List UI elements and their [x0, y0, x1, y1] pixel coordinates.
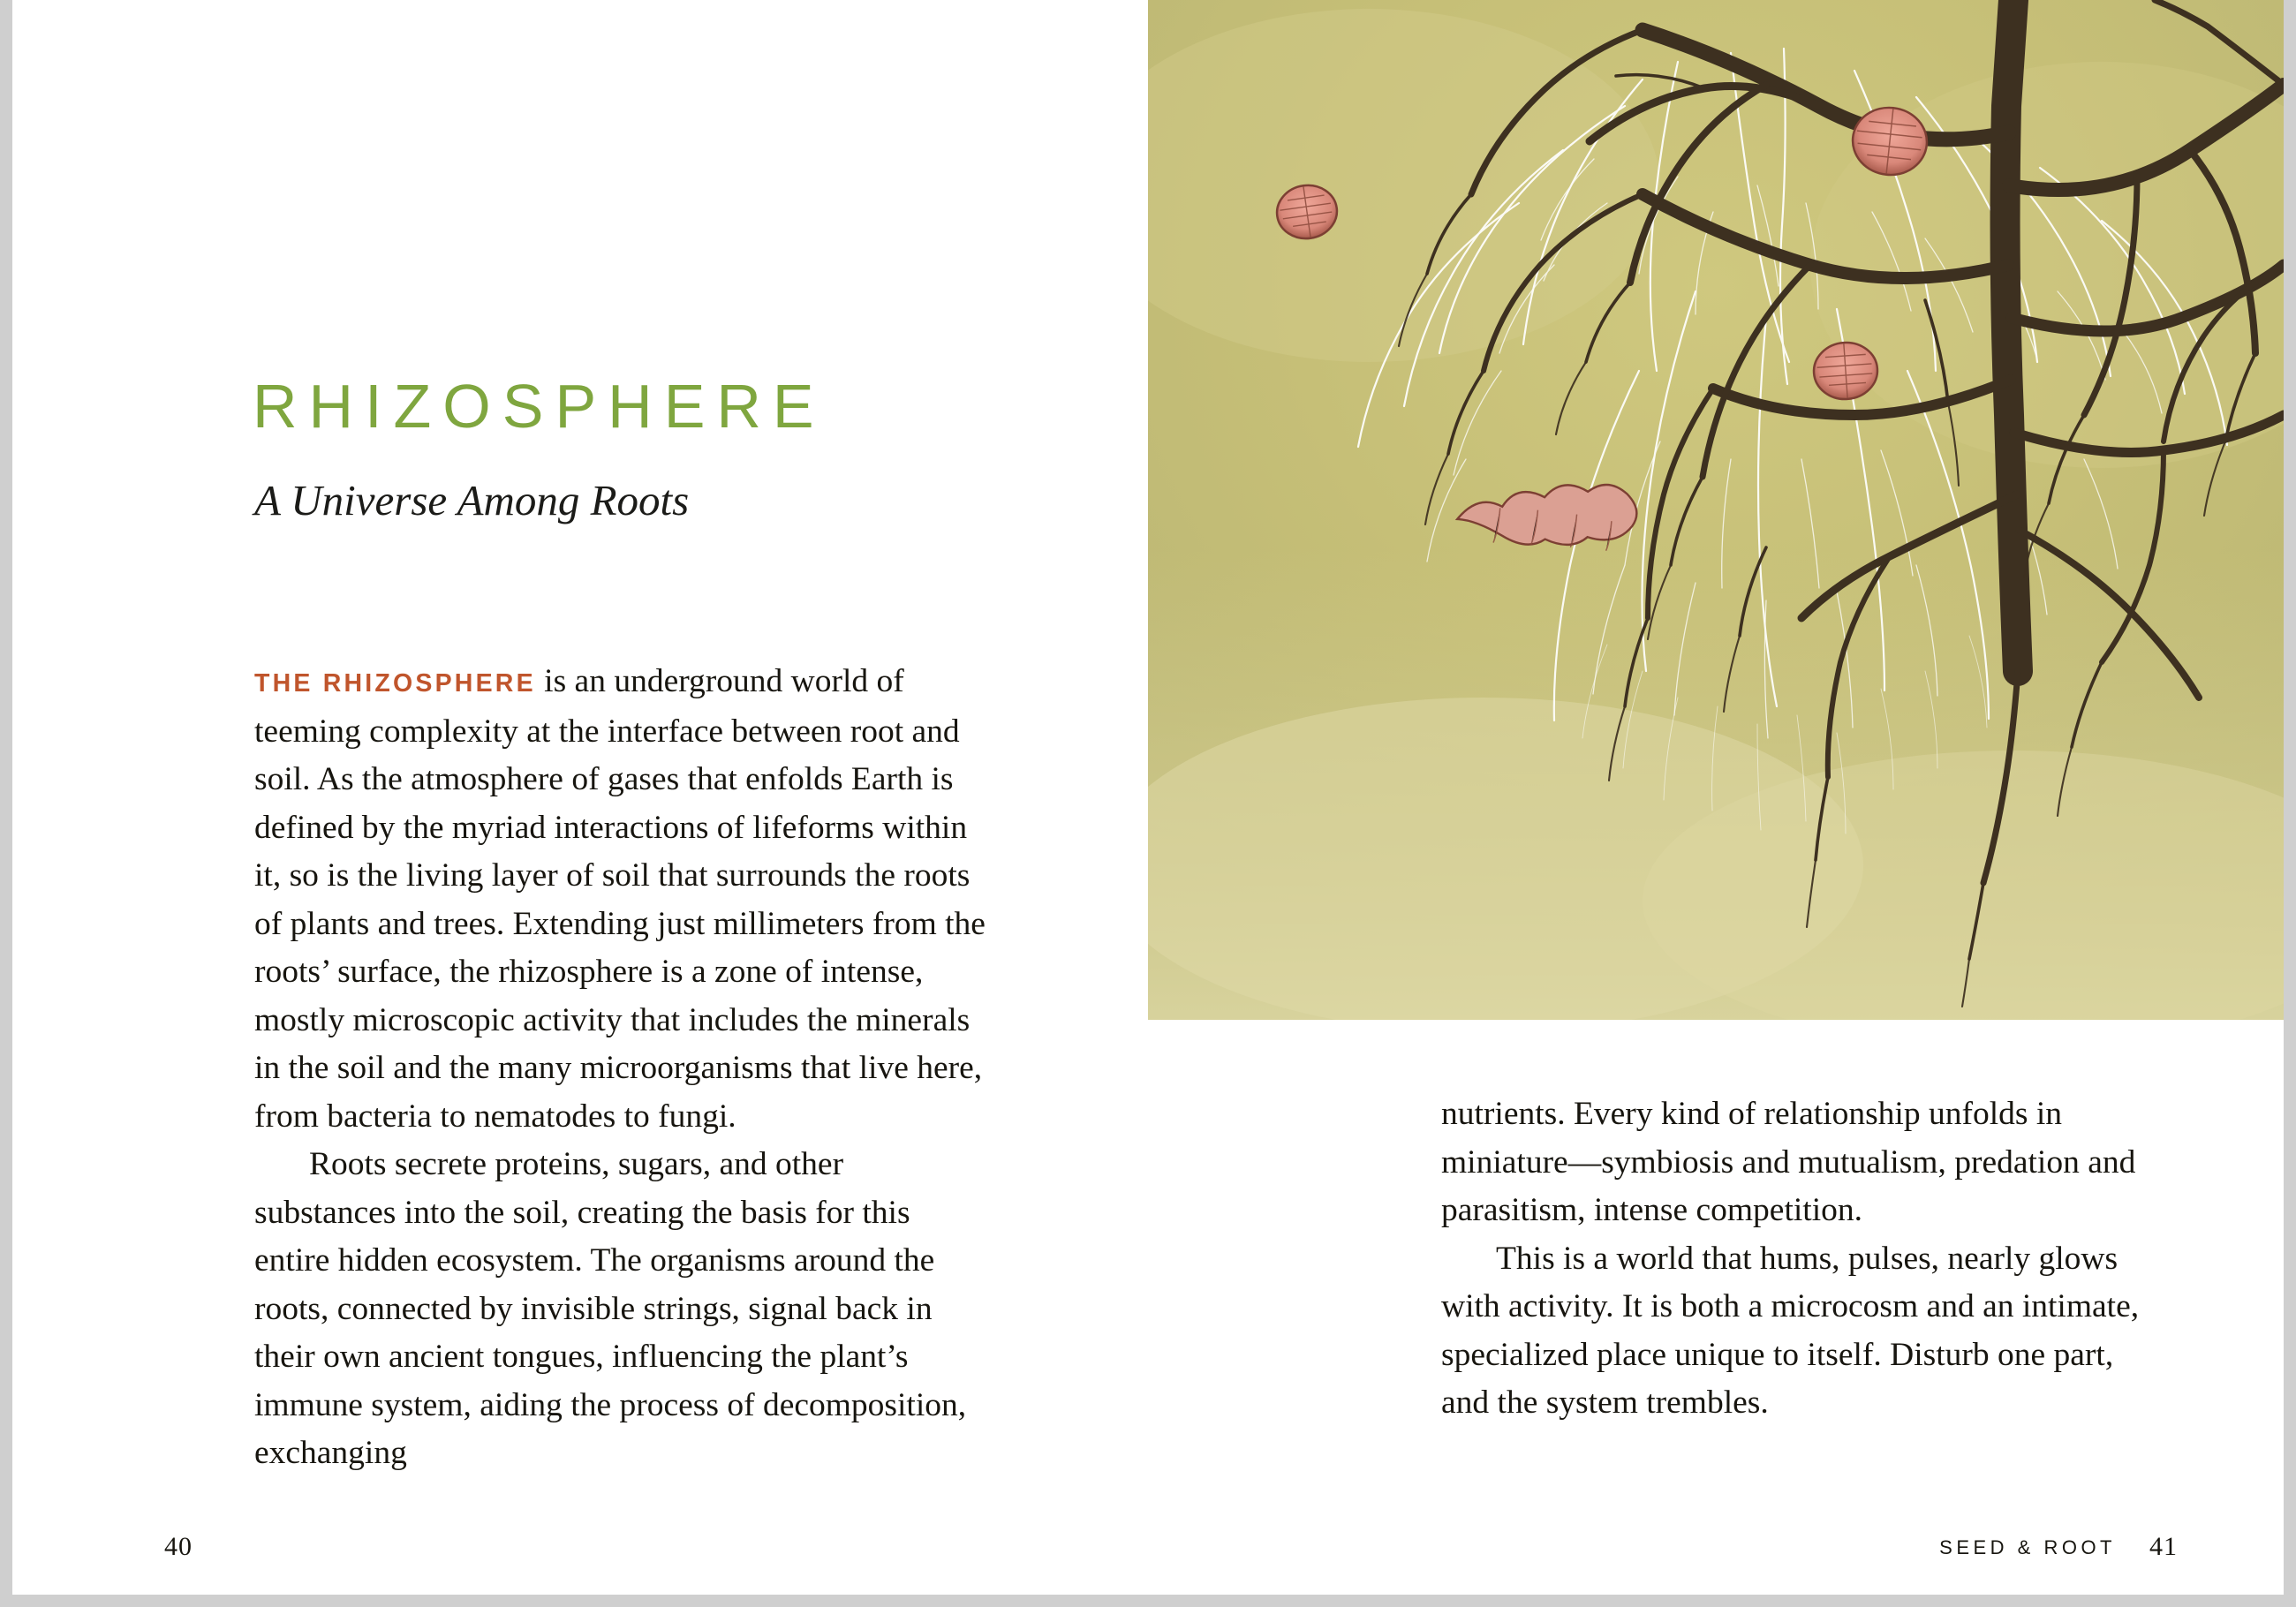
- folio-left: 40: [164, 1532, 193, 1561]
- lead-in-text: THE RHIZOSPHERE: [254, 669, 536, 698]
- paragraph-1: [254, 658, 992, 1141]
- left-page: [12, 0, 1148, 1595]
- page-title: RHIZOSPHERE: [253, 372, 826, 441]
- page-edge-left: [0, 0, 12, 1607]
- paragraph-2: Roots secrete proteins, sugars, and other substances into the soil, creating the basis for this entire hidden ecosystem. The organisms around the roots, connected by invisible strings, signal back in their own ancient tongues, influencing the plant’s immune system, aiding the process of decomposition, exchanging: [254, 1146, 967, 1471]
- tree-root-system-illustration: [1148, 0, 2284, 1020]
- page-edge-right: [2284, 0, 2296, 1607]
- running-head: SEED & ROOT: [1939, 1536, 2116, 1558]
- paragraph-3: nutrients. Every kind of relationship unfolds in miniature—symbiosis and mutualism, predation and parasitism, intense competition.: [1441, 1096, 2136, 1228]
- paragraph-1-body: is an underground world of teeming complexity at the interface between root and soil. As the atmosphere of gases that enfolds Earth is defined by the myriad interactions of lifeforms within it, so is the living layer of soil that surrounds the roots of plants and trees. Extending just millimeters from the roots’ surface, the rhizosphere is a zone of intense, mostly microscopic activity that includes the minerals in the soil and the many microorganisms that live here, from bacteria to nematodes to fungi.: [254, 663, 986, 1135]
- page-edge-bottom: [0, 1595, 2296, 1607]
- page-subtitle: A Universe Among Roots: [254, 476, 690, 524]
- folio-right: 41: [2149, 1532, 2178, 1561]
- left-body-text: [254, 658, 992, 1478]
- paragraph-4: This is a world that hums, pulses, nearly glows with activity. It is both a microcosm and an intimate, specialized place unique to itself. Disturb one part, and the system trembles.: [1441, 1240, 2140, 1421]
- right-body-text: [1441, 1090, 2165, 1428]
- right-page: [1148, 0, 2284, 1595]
